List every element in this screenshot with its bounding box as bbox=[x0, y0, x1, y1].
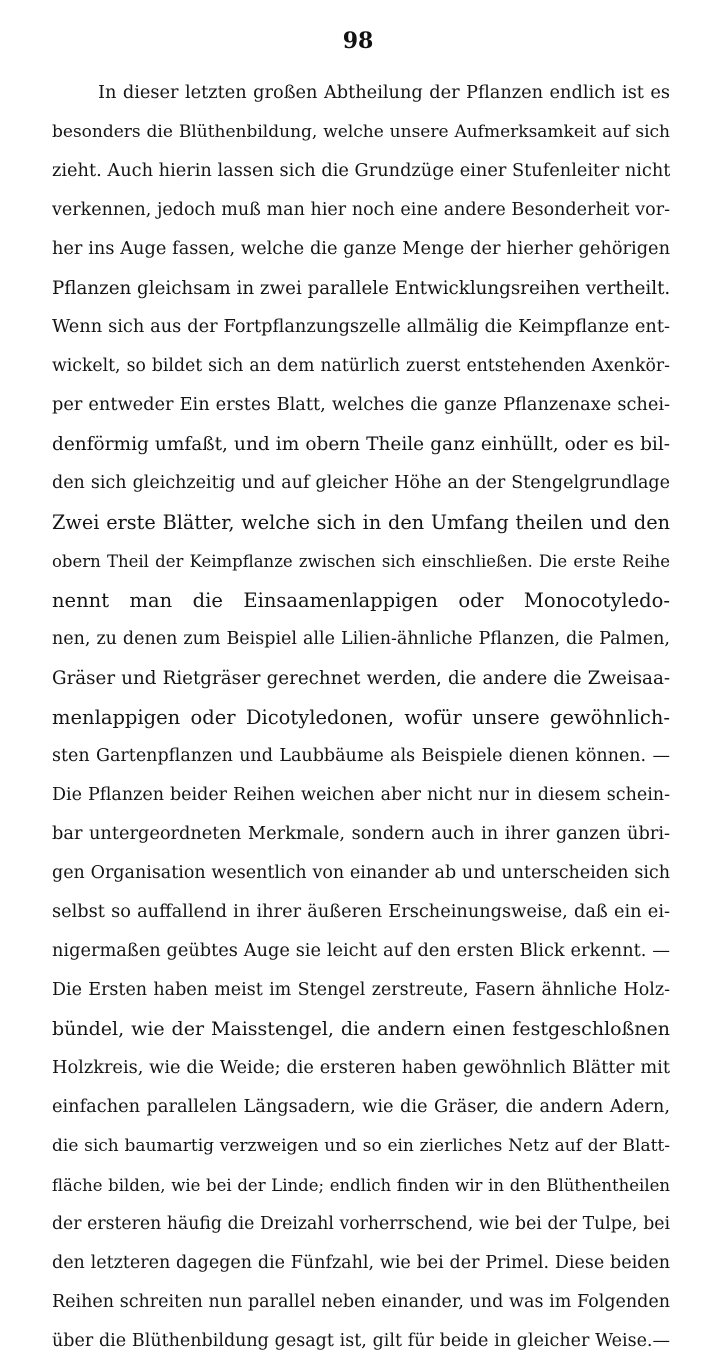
text-line: bar untergeordneten Merkmale, sondern auch in ihrer ganzen übri- bbox=[52, 824, 670, 844]
text-line: gen Organisation wesentlich von einander ab und unterscheiden sich bbox=[52, 863, 670, 883]
text-line: Holzkreis, wie die Weide; die ersteren haben gewöhnlich Blätter mit bbox=[52, 1058, 670, 1078]
text-line: nennt man die Einsaamenlappigen oder Monocotyledo- bbox=[52, 589, 670, 612]
text-line: zieht. Auch hierin lassen sich die Grundzüge einer Stufenleiter nicht bbox=[52, 161, 670, 181]
text-line: nigermaßen geübtes Auge sie leicht auf den ersten Blick erkennt. — bbox=[52, 941, 670, 961]
text-line: her ins Auge fassen, welche die ganze Menge der hierher gehörigen bbox=[52, 239, 670, 259]
text-line: Reihen schreiten nun parallel neben einander, und was im Folgenden bbox=[52, 1292, 670, 1312]
text-line: nen, zu denen zum Beispiel alle Lilien-ähnliche Pflanzen, die Palmen, bbox=[52, 629, 670, 649]
text-line: Die Ersten haben meist im Stengel zerstreute, Fasern ähnliche Holz- bbox=[52, 980, 670, 1000]
text-line: bündel, wie der Maisstengel, die andern einen festgeschloßnen bbox=[52, 1018, 670, 1040]
text-line: menlappigen oder Dicotyledonen, wofür unsere gewöhnlich- bbox=[52, 706, 670, 729]
text-line: per entweder Ein erstes Blatt, welches die ganze Pflanzenaxe schei- bbox=[52, 395, 670, 415]
text-line: Gräser und Rietgräser gerechnet werden, die andere die Zweisaa- bbox=[52, 668, 670, 689]
body-text bbox=[52, 74, 670, 1361]
text-line: besonders die Blüthenbildung, welche unsere Aufmerksamkeit auf sich bbox=[52, 122, 670, 142]
text-line: In dieser letzten großen Abtheilung der Pflanzen endlich ist es bbox=[98, 83, 670, 103]
text-line: Pflanzen gleichsam in zwei parallele Entwicklungsreihen vertheilt. bbox=[52, 278, 670, 299]
text-line: denförmig umfaßt, und im obern Theile ganz einhüllt, oder es bil- bbox=[52, 434, 670, 455]
text-line: den letzteren dagegen die Fünfzahl, wie bei der Primel. Diese beiden bbox=[52, 1253, 670, 1273]
page-number: 98 bbox=[342, 28, 374, 54]
text-line: den sich gleichzeitig und auf gleicher Höhe an der Stengelgrundlage bbox=[52, 473, 670, 493]
text-line: der ersteren häufig die Dreizahl vorherrschend, wie bei der Tulpe, bei bbox=[52, 1214, 670, 1234]
text-line: einfachen parallelen Längsadern, wie die Gräser, die andern Adern, bbox=[52, 1097, 670, 1117]
text-line: Die Pflanzen beider Reihen weichen aber nicht nur in diesem schein- bbox=[52, 785, 670, 805]
text-line: Wenn sich aus der Fortpflanzungszelle allmälig die Keimpflanze ent- bbox=[52, 317, 670, 337]
text-line: über die Blüthenbildung gesagt ist, gilt für beide in gleicher Weise.— bbox=[52, 1331, 670, 1351]
text-line: die sich baumartig verzweigen und so ein zierliches Netz auf der Blatt- bbox=[52, 1136, 670, 1156]
text-line: Zwei erste Blätter, welche sich in den Umfang theilen und den bbox=[52, 511, 670, 534]
text-line: verkennen, jedoch muß man hier noch eine andere Besonderheit vor- bbox=[52, 200, 670, 220]
text-line: obern Theil der Keimpflanze zwischen sich einschließen. Die erste Reihe bbox=[52, 552, 670, 571]
text-line: wickelt, so bildet sich an dem natürlich zuerst entstehenden Axenkör- bbox=[52, 356, 670, 376]
text-line: selbst so auffallend in ihrer äußeren Erscheinungsweise, daß ein ei- bbox=[52, 902, 670, 922]
text-line: sten Gartenpflanzen und Laubbäume als Beispiele dienen können. — bbox=[52, 746, 670, 766]
text-line: fläche bilden, wie bei der Linde; endlich finden wir in den Blüthentheilen bbox=[52, 1176, 670, 1195]
